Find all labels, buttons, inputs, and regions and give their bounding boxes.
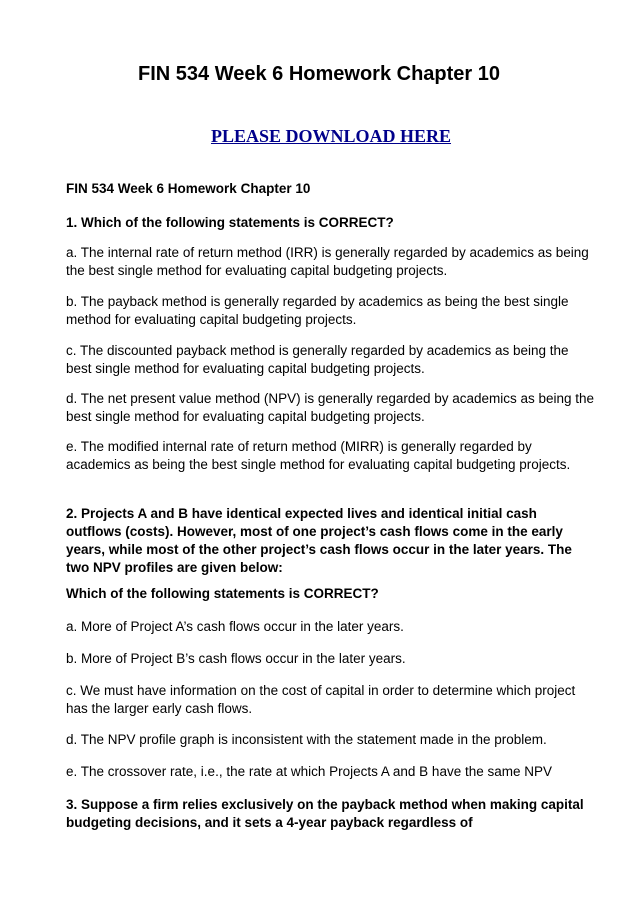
q2-option-b: b. More of Project B’s cash flows occur in the later years. xyxy=(66,651,406,666)
q2-option-a: a. More of Project A’s cash flows occur in the later years. xyxy=(66,619,404,634)
question-2: 2. Projects A and B have identical expected lives and identical initial cash outflows (costs). However, most of one project’s cash flows come in the early years, while most of the other project’s cash flows occur in the later years. The two NPV profiles are given below: xyxy=(66,506,572,575)
q2-option-e: e. The crossover rate, i.e., the rate at which Projects A and B have the same NPV xyxy=(66,764,552,779)
question-3: 3. Suppose a firm relies exclusively on the payback method when making capital budgeting decisions, and it sets a 4-year payback regardless of xyxy=(66,797,584,830)
q2-option-d: d. The NPV profile graph is inconsistent with the statement made in the problem. xyxy=(66,732,547,747)
q1-option-b: b. The payback method is generally regarded by academics as being the best single method for evaluating capital budgeting projects. xyxy=(66,294,569,327)
q1-option-e: e. The modified internal rate of return method (MIRR) is generally regarded by academics as being the best single method for evaluating capital budgeting projects. xyxy=(66,439,571,472)
question-1: 1. Which of the following statements is CORRECT? xyxy=(66,215,394,230)
q1-option-c: c. The discounted payback method is generally regarded by academics as being the best single method for evaluating capital budgeting projects. xyxy=(66,343,569,376)
download-link[interactable]: PLEASE DOWNLOAD HERE xyxy=(210,126,452,146)
question-2-prompt: Which of the following statements is CORRECT? xyxy=(66,586,379,601)
q2-option-c: c. We must have information on the cost of capital in order to determine which project has the larger early cash flows. xyxy=(66,683,576,716)
document-subtitle: FIN 534 Week 6 Homework Chapter 10 xyxy=(66,181,311,196)
q1-option-d: d. The net present value method (NPV) is generally regarded by academics as being the best single method for evaluating capital budgeting projects. xyxy=(66,391,595,424)
document-title: FIN 534 Week 6 Homework Chapter 10 xyxy=(138,63,500,85)
q1-option-a: a. The internal rate of return method (IRR) is generally regarded by academics as being the best single method for evaluating capital budgeting projects. xyxy=(66,245,589,278)
